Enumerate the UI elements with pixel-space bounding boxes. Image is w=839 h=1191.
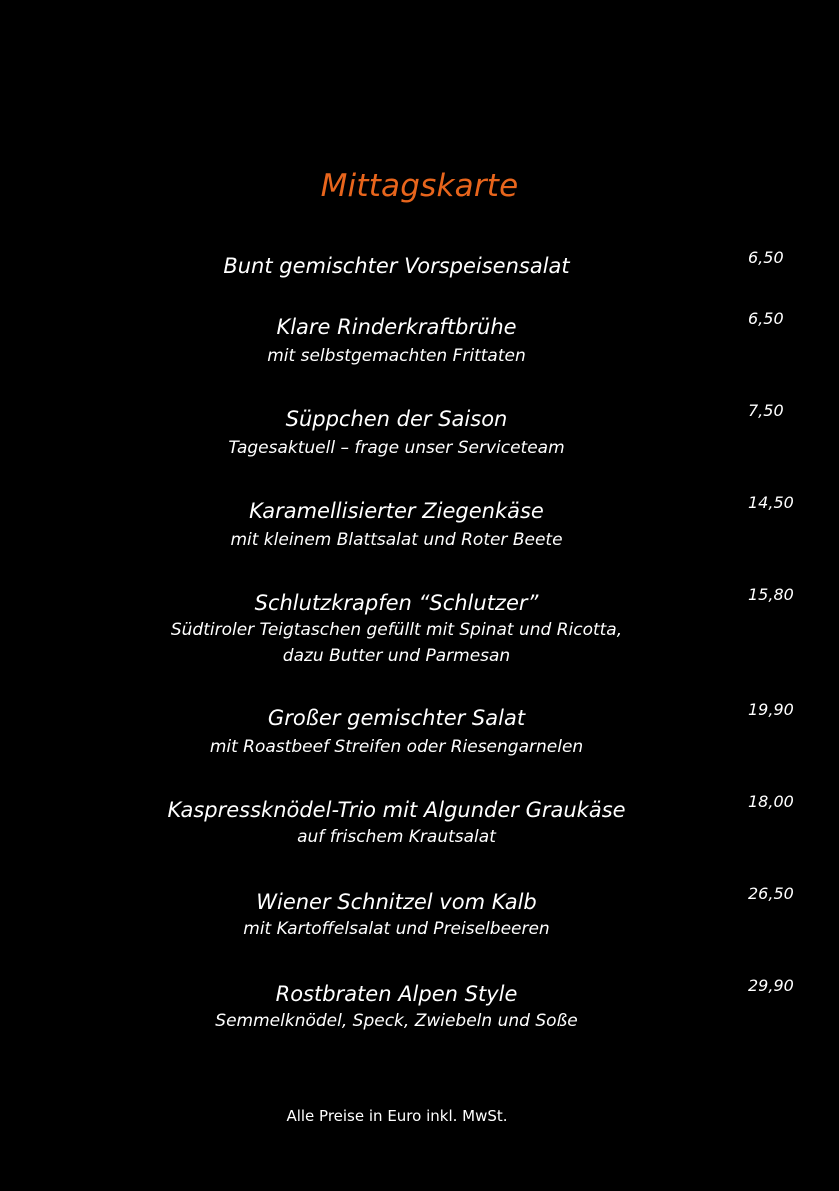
menu-item-name: Karamellisierter Ziegenkäse xyxy=(249,499,544,523)
menu-item-price: 29,90 xyxy=(748,976,794,995)
menu-item-description: mit Kartoffelsalat und Preiselbeeren xyxy=(243,919,550,939)
menu-item-description: auf frischem Krautsalat xyxy=(297,827,496,847)
menu-title: Mittagskarte xyxy=(320,168,519,204)
menu-item-description-line2: dazu Butter und Parmesan xyxy=(282,646,511,666)
menu-item-price: 7,50 xyxy=(748,401,784,420)
menu-item-description: mit selbstgemachten Frittaten xyxy=(267,346,526,366)
menu-item-price: 6,50 xyxy=(748,248,784,267)
menu-item-description: Tagesaktuell – frage unser Serviceteam xyxy=(228,438,565,458)
menu-item-price: 18,00 xyxy=(748,792,794,811)
menu-item-price: 19,90 xyxy=(748,700,794,719)
menu-item-price: 15,80 xyxy=(748,585,794,604)
menu-item-name: Wiener Schnitzel vom Kalb xyxy=(256,890,537,914)
menu-item-name: Schlutzkrapfen “Schlutzer” xyxy=(254,591,539,615)
menu-item-price: 6,50 xyxy=(748,309,784,328)
price-note: Alle Preise in Euro inkl. MwSt. xyxy=(286,1107,508,1125)
menu-item-price: 26,50 xyxy=(748,884,794,903)
menu-item-description: Semmelknödel, Speck, Zwiebeln und Soße xyxy=(215,1011,578,1031)
menu-item-name: Großer gemischter Salat xyxy=(267,706,526,730)
menu-item-description: mit kleinem Blattsalat und Roter Beete xyxy=(230,530,563,550)
menu-item-description: Südtiroler Teigtaschen gefüllt mit Spinat und Ricotta, xyxy=(170,620,623,640)
menu-item-name: Süppchen der Saison xyxy=(285,407,508,431)
menu-item-price: 14,50 xyxy=(748,493,794,512)
menu-item-name: Kaspressknödel-Trio mit Algunder Graukäse xyxy=(167,798,626,822)
menu-item-name: Rostbraten Alpen Style xyxy=(275,982,518,1006)
menu-item-description: mit Roastbeef Streifen oder Riesengarnelen xyxy=(209,737,584,757)
menu-item-name: Bunt gemischter Vorspeisensalat xyxy=(223,254,570,278)
menu-item-name: Klare Rinderkraftbrühe xyxy=(276,315,517,339)
